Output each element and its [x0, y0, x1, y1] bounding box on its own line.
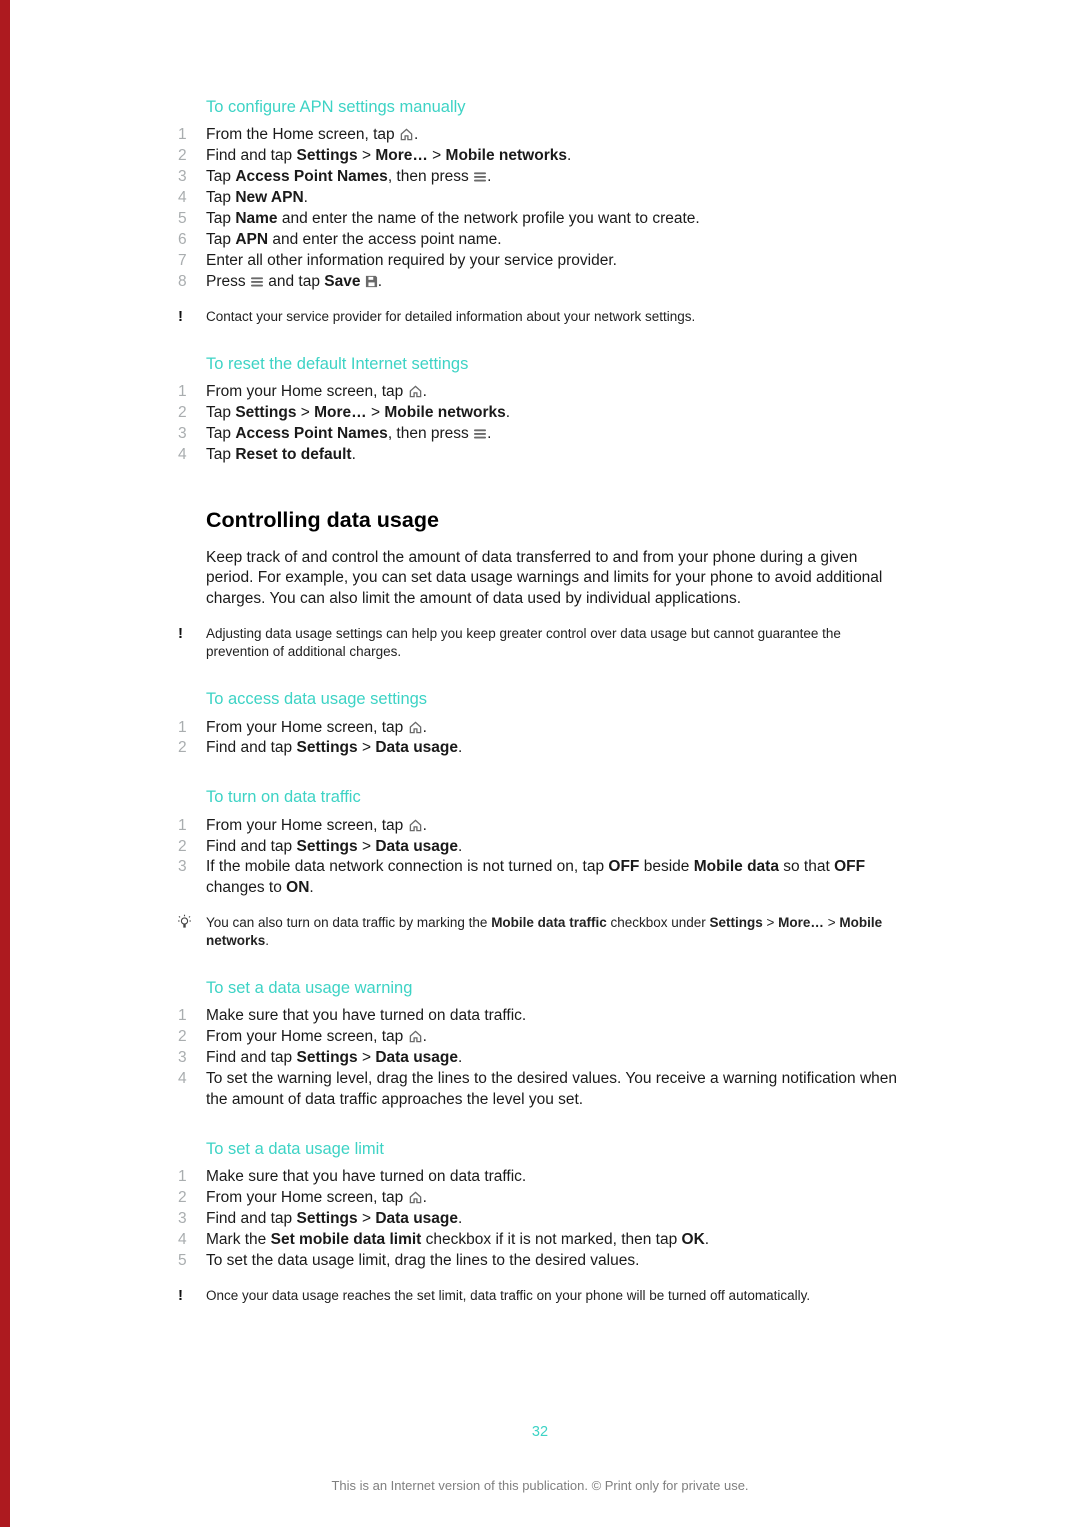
step-row: [178, 1167, 902, 1188]
step-row: [178, 230, 902, 251]
step-row: [178, 125, 902, 146]
step-number: 1: [178, 1168, 187, 1186]
lightbulb-icon: [176, 914, 206, 950]
step-text: Tap Access Point Names, then press .: [206, 168, 492, 186]
step-text: Find and tap Settings > Data usage.: [206, 1049, 463, 1067]
step-row: [178, 251, 902, 272]
step-number: 1: [178, 816, 187, 834]
home-icon: [408, 719, 423, 736]
section-heading: To turn on data traffic: [206, 788, 361, 807]
step-text: Enter all other information required by your service provider.: [206, 251, 617, 269]
step-row: [178, 718, 902, 739]
step-number: 4: [178, 445, 187, 463]
step-row: [178, 1027, 902, 1048]
note-row: [178, 625, 902, 661]
step-number: 1: [178, 718, 187, 736]
step-text: Tap Name and enter the name of the network profile you want to create.: [206, 209, 700, 227]
exclamation-icon: !: [178, 307, 183, 325]
step-row: [178, 424, 902, 445]
step-row: [178, 209, 902, 230]
step-row: [178, 816, 902, 837]
step-row: [178, 167, 902, 188]
step-number: 5: [178, 1252, 187, 1270]
step-number: 4: [178, 1231, 187, 1249]
step-text: Tap Settings > More… > Mobile networks.: [206, 403, 511, 421]
step-row: [178, 272, 902, 293]
step-row: [178, 837, 902, 858]
save-icon: [365, 273, 378, 290]
step-text: Press and tap Save .: [206, 272, 383, 290]
tip-text: You can also turn on data traffic by marking the Mobile data traffic checkbox under Settings > More… > Mobile networks.: [206, 915, 883, 949]
home-icon: [399, 126, 414, 143]
step-number: 2: [178, 147, 187, 165]
step-text: From your Home screen, tap .: [206, 816, 427, 834]
step-row: [178, 857, 902, 899]
step-text: Make sure that you have turned on data traffic.: [206, 1168, 527, 1186]
page-number: 32: [531, 1424, 549, 1441]
step-number: 3: [178, 168, 187, 186]
note-text: Adjusting data usage settings can help you keep greater control over data usage but cannot guarantee the prevention of additional charges.: [206, 626, 841, 660]
step-number: 3: [178, 858, 187, 876]
step-number: 6: [178, 230, 187, 248]
step-text: Find and tap Settings > More… > Mobile networks.: [206, 147, 572, 165]
menu-key-icon: [473, 168, 487, 185]
step-list: [178, 718, 902, 760]
step-text: To set the warning level, drag the lines to the desired values. You receive a warning notification when the amount of data traffic approaches the level you set.: [206, 1070, 898, 1109]
home-icon: [408, 383, 423, 400]
step-number: 3: [178, 1049, 187, 1067]
step-row: [178, 146, 902, 167]
section-heading: To access data usage settings: [206, 690, 428, 709]
step-text: Make sure that you have turned on data traffic.: [206, 1007, 527, 1025]
step-text: From the Home screen, tap .: [206, 126, 419, 144]
section-heading: To reset the default Internet settings: [206, 354, 469, 373]
step-number: 2: [178, 403, 187, 421]
step-number: 1: [178, 1007, 187, 1025]
step-number: 3: [178, 424, 187, 442]
note-text: Once your data usage reaches the set limit, data traffic on your phone will be turned off automatically.: [206, 1287, 811, 1303]
step-number: 2: [178, 1028, 187, 1046]
exclamation-icon: !: [178, 1286, 183, 1304]
step-text: From your Home screen, tap .: [206, 1189, 427, 1207]
note-text: Contact your service provider for detailed information about your network settings.: [206, 308, 696, 324]
step-text: Tap APN and enter the access point name.: [206, 230, 502, 248]
step-number: 8: [178, 272, 187, 290]
step-row: [178, 1188, 902, 1209]
step-text: Find and tap Settings > Data usage.: [206, 1210, 463, 1228]
step-number: 2: [178, 1189, 187, 1207]
step-text: Tap New APN.: [206, 189, 308, 207]
step-text: From your Home screen, tap .: [206, 718, 427, 736]
section-heading: To set a data usage limit: [206, 1140, 384, 1159]
step-text: From your Home screen, tap .: [206, 382, 427, 400]
step-number: 5: [178, 209, 187, 227]
step-list: [178, 382, 902, 466]
footer-disclaimer: This is an Internet version of this publication. © Print only for private use.: [331, 1478, 749, 1494]
note-row: [178, 307, 902, 326]
step-text: Tap Access Point Names, then press .: [206, 424, 492, 442]
step-row: [178, 1069, 902, 1111]
step-list: [178, 125, 902, 292]
step-list: [178, 1006, 902, 1111]
step-text: Find and tap Settings > Data usage.: [206, 837, 463, 855]
exclamation-icon: !: [178, 625, 183, 643]
step-number: 4: [178, 1070, 187, 1088]
step-row: [178, 188, 902, 209]
section-heading: To configure APN settings manually: [206, 98, 466, 116]
step-text: If the mobile data network connection is not turned on, tap OFF beside Mobile data so that OFF changes to ON.: [206, 858, 866, 897]
note-row: [178, 1286, 902, 1305]
step-number: 3: [178, 1210, 187, 1228]
step-text: From your Home screen, tap .: [206, 1028, 427, 1046]
step-row: [178, 1251, 902, 1272]
step-row: [178, 1006, 902, 1027]
home-icon: [408, 1028, 423, 1045]
step-row: [178, 1209, 902, 1230]
step-text: Tap Reset to default.: [206, 445, 356, 463]
step-list: [178, 1167, 902, 1272]
home-icon: [408, 1189, 423, 1206]
step-row: [178, 382, 902, 403]
step-number: 1: [178, 126, 187, 144]
step-text: Mark the Set mobile data limit checkbox if it is not marked, then tap OK.: [206, 1231, 710, 1249]
step-row: [178, 738, 902, 759]
chapter-title: Controlling data usage: [206, 507, 439, 532]
tip-row: [206, 914, 902, 950]
step-text: To set the data usage limit, drag the lines to the desired values.: [206, 1252, 640, 1270]
step-number: 7: [178, 251, 187, 269]
paragraph: Keep track of and control the amount of data transferred to and from your phone during a given period. For example, you can set data usage warnings and limits for your phone to avoid additional charges. You can also limit the amount of data used by individual applications.: [206, 548, 883, 608]
menu-key-icon: [250, 273, 264, 290]
menu-key-icon: [473, 425, 487, 442]
section-heading: To set a data usage warning: [206, 979, 413, 998]
home-icon: [408, 817, 423, 834]
step-row: [178, 445, 902, 466]
step-number: 1: [178, 382, 187, 400]
step-number: 2: [178, 739, 187, 757]
step-number: 4: [178, 189, 187, 207]
step-row: [178, 1230, 902, 1251]
step-row: [178, 403, 902, 424]
step-list: [178, 816, 902, 900]
step-row: [178, 1048, 902, 1069]
step-number: 2: [178, 837, 187, 855]
step-text: Find and tap Settings > Data usage.: [206, 739, 463, 757]
